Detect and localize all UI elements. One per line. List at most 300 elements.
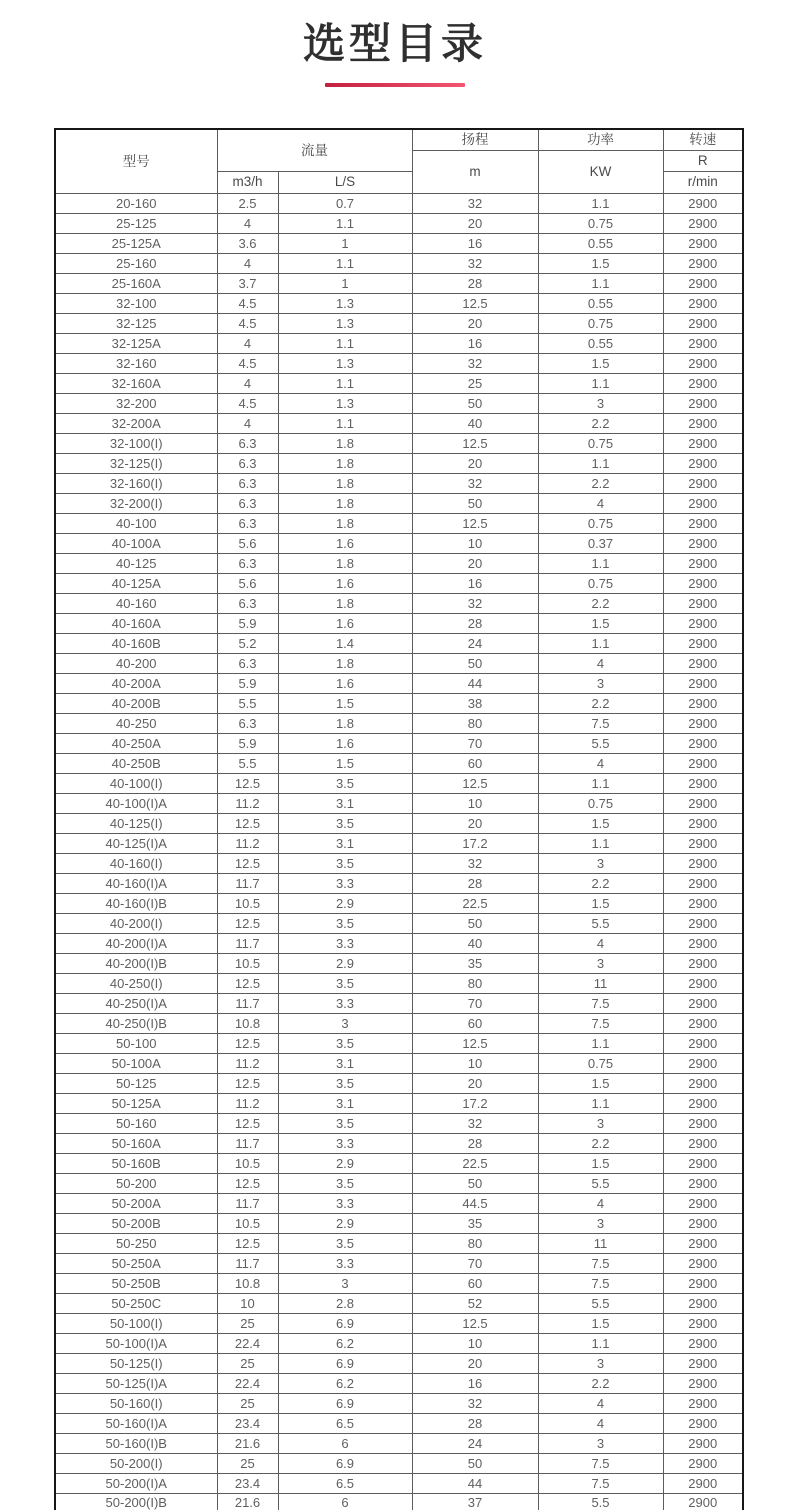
table-cell: 12.5 xyxy=(412,513,538,533)
table-cell: 2900 xyxy=(663,1273,743,1293)
table-cell: 3 xyxy=(538,1213,663,1233)
table-cell: 4 xyxy=(217,333,278,353)
table-row xyxy=(55,973,743,993)
table-cell: 11 xyxy=(538,1233,663,1253)
table-cell: 1.1 xyxy=(538,773,663,793)
table-cell: 1.4 xyxy=(278,633,412,653)
table-cell: 6.9 xyxy=(278,1453,412,1473)
table-cell: 2900 xyxy=(663,1173,743,1193)
table-cell: 10 xyxy=(412,533,538,553)
col-header-power-unit: KW xyxy=(538,150,663,193)
table-cell: 2900 xyxy=(663,1113,743,1133)
table-cell: 3.1 xyxy=(278,833,412,853)
table-cell: 4 xyxy=(538,753,663,773)
table-cell: 40-160(I) xyxy=(55,853,217,873)
table-cell: 40-250(I)A xyxy=(55,993,217,1013)
table-cell: 28 xyxy=(412,273,538,293)
table-cell: 4 xyxy=(538,493,663,513)
table-cell: 2900 xyxy=(663,533,743,553)
table-cell: 12.5 xyxy=(412,1313,538,1333)
table-cell: 38 xyxy=(412,693,538,713)
table-cell: 3 xyxy=(538,1113,663,1133)
table-cell: 32-125 xyxy=(55,313,217,333)
table-cell: 50-100(I) xyxy=(55,1313,217,1333)
table-cell: 4.5 xyxy=(217,313,278,333)
table-cell: 32 xyxy=(412,253,538,273)
table-cell: 2.2 xyxy=(538,473,663,493)
table-cell: 2900 xyxy=(663,293,743,313)
table-cell: 6.3 xyxy=(217,553,278,573)
table-cell: 50-125 xyxy=(55,1073,217,1093)
table-cell: 6.9 xyxy=(278,1393,412,1413)
table-row xyxy=(55,893,743,913)
table-row xyxy=(55,553,743,573)
table-cell: 22.4 xyxy=(217,1333,278,1353)
table-cell: 2900 xyxy=(663,593,743,613)
table-cell: 1.5 xyxy=(538,1153,663,1173)
table-row xyxy=(55,1353,743,1373)
table-cell: 60 xyxy=(412,1013,538,1033)
table-cell: 25-160 xyxy=(55,253,217,273)
table-row xyxy=(55,193,743,213)
table-cell: 50-200B xyxy=(55,1213,217,1233)
table-cell: 40-125(I) xyxy=(55,813,217,833)
table-cell: 1.5 xyxy=(538,613,663,633)
table-cell: 2900 xyxy=(663,1253,743,1273)
table-row xyxy=(55,1173,743,1193)
table-cell: 12.5 xyxy=(217,1113,278,1133)
table-cell: 4 xyxy=(538,653,663,673)
table-cell: 2900 xyxy=(663,713,743,733)
table-row xyxy=(55,293,743,313)
table-cell: 1.5 xyxy=(278,753,412,773)
title-underline-accent xyxy=(325,83,465,87)
table-cell: 0.55 xyxy=(538,233,663,253)
table-cell: 10.5 xyxy=(217,1213,278,1233)
table-cell: 50-250C xyxy=(55,1293,217,1313)
table-row xyxy=(55,253,743,273)
table-cell: 3.5 xyxy=(278,1233,412,1253)
table-cell: 50-160(I)B xyxy=(55,1433,217,1453)
table-cell: 2.2 xyxy=(538,693,663,713)
table-cell: 40-250(I) xyxy=(55,973,217,993)
table-header xyxy=(55,129,743,193)
table-cell: 50 xyxy=(412,913,538,933)
table-cell: 2900 xyxy=(663,693,743,713)
table-cell: 0.75 xyxy=(538,793,663,813)
table-cell: 16 xyxy=(412,233,538,253)
table-row xyxy=(55,1153,743,1173)
table-cell: 80 xyxy=(412,713,538,733)
table-cell: 50 xyxy=(412,1453,538,1473)
table-cell: 50-250B xyxy=(55,1273,217,1293)
table-row xyxy=(55,1113,743,1133)
table-row xyxy=(55,1073,743,1093)
table-cell: 11.7 xyxy=(217,993,278,1013)
table-cell: 37 xyxy=(412,1493,538,1510)
table-cell: 2900 xyxy=(663,473,743,493)
table-cell: 2900 xyxy=(663,913,743,933)
col-header-speed-r: R xyxy=(663,150,743,171)
table-row xyxy=(55,573,743,593)
table-row xyxy=(55,453,743,473)
table-cell: 11.7 xyxy=(217,1253,278,1273)
table-cell: 50-200 xyxy=(55,1173,217,1193)
table-cell: 2900 xyxy=(663,253,743,273)
table-cell: 1 xyxy=(278,273,412,293)
table-cell: 25-125 xyxy=(55,213,217,233)
table-cell: 25-160A xyxy=(55,273,217,293)
table-cell: 1.6 xyxy=(278,573,412,593)
table-cell: 11.7 xyxy=(217,873,278,893)
table-cell: 5.5 xyxy=(217,753,278,773)
table-cell: 1.1 xyxy=(538,633,663,653)
table-cell: 2.9 xyxy=(278,893,412,913)
table-cell: 2900 xyxy=(663,813,743,833)
table-cell: 1.1 xyxy=(538,833,663,853)
table-cell: 2900 xyxy=(663,193,743,213)
table-cell: 16 xyxy=(412,1373,538,1393)
table-cell: 50-160(I) xyxy=(55,1393,217,1413)
table-row xyxy=(55,613,743,633)
table-cell: 12.5 xyxy=(217,813,278,833)
table-row xyxy=(55,413,743,433)
table-cell: 40-200B xyxy=(55,693,217,713)
table-cell: 40-200(I)A xyxy=(55,933,217,953)
table-cell: 6.9 xyxy=(278,1353,412,1373)
table-cell: 3.3 xyxy=(278,993,412,1013)
table-cell: 2900 xyxy=(663,653,743,673)
table-cell: 40-160(I)A xyxy=(55,873,217,893)
table-cell: 32-160(I) xyxy=(55,473,217,493)
table-cell: 2900 xyxy=(663,1213,743,1233)
table-cell: 2900 xyxy=(663,333,743,353)
table-cell: 50 xyxy=(412,653,538,673)
table-cell: 11.7 xyxy=(217,1133,278,1153)
table-cell: 2.2 xyxy=(538,1373,663,1393)
table-row xyxy=(55,373,743,393)
table-cell: 5.5 xyxy=(538,1173,663,1193)
table-cell: 17.2 xyxy=(412,833,538,853)
table-cell: 40-250(I)B xyxy=(55,1013,217,1033)
table-cell: 44 xyxy=(412,673,538,693)
table-cell: 2.5 xyxy=(217,193,278,213)
table-cell: 40-200(I) xyxy=(55,913,217,933)
table-cell: 2.9 xyxy=(278,1153,412,1173)
table-row xyxy=(55,233,743,253)
table-cell: 5.5 xyxy=(538,1493,663,1510)
table-cell: 3 xyxy=(538,393,663,413)
table-cell: 3.5 xyxy=(278,973,412,993)
table-cell: 2900 xyxy=(663,1033,743,1053)
table-row xyxy=(55,1393,743,1413)
table-cell: 1.8 xyxy=(278,493,412,513)
table-row xyxy=(55,1253,743,1273)
table-cell: 1.1 xyxy=(278,213,412,233)
table-cell: 20 xyxy=(412,813,538,833)
table-cell: 2900 xyxy=(663,413,743,433)
table-cell: 2900 xyxy=(663,613,743,633)
table-cell: 2900 xyxy=(663,933,743,953)
table-cell: 1.6 xyxy=(278,733,412,753)
table-cell: 1.5 xyxy=(538,893,663,913)
table-cell: 2900 xyxy=(663,833,743,853)
table-cell: 12.5 xyxy=(412,1033,538,1053)
table-cell: 32-200 xyxy=(55,393,217,413)
table-cell: 50-125A xyxy=(55,1093,217,1113)
table-cell: 23.4 xyxy=(217,1413,278,1433)
table-cell: 50-160 xyxy=(55,1113,217,1133)
table-cell: 40 xyxy=(412,933,538,953)
table-cell: 2900 xyxy=(663,373,743,393)
table-cell: 5.9 xyxy=(217,613,278,633)
table-cell: 0.7 xyxy=(278,193,412,213)
table-cell: 3 xyxy=(538,953,663,973)
table-cell: 40-200 xyxy=(55,653,217,673)
table-row xyxy=(55,1293,743,1313)
table-cell: 16 xyxy=(412,573,538,593)
table-cell: 50-200(I)A xyxy=(55,1473,217,1493)
table-cell: 25 xyxy=(217,1313,278,1333)
table-cell: 5.5 xyxy=(538,1293,663,1313)
table-cell: 40-100(I)A xyxy=(55,793,217,813)
table-cell: 50 xyxy=(412,1173,538,1193)
table-cell: 20 xyxy=(412,1353,538,1373)
table-cell: 1.1 xyxy=(538,273,663,293)
table-row xyxy=(55,393,743,413)
table-cell: 6 xyxy=(278,1433,412,1453)
table-cell: 70 xyxy=(412,993,538,1013)
table-cell: 3.5 xyxy=(278,1173,412,1193)
table-cell: 3 xyxy=(278,1273,412,1293)
table-cell: 3 xyxy=(538,673,663,693)
table-cell: 10 xyxy=(412,793,538,813)
table-cell: 2900 xyxy=(663,633,743,653)
table-cell: 32 xyxy=(412,193,538,213)
table-cell: 40-200A xyxy=(55,673,217,693)
table-row xyxy=(55,693,743,713)
table-cell: 4 xyxy=(538,933,663,953)
table-cell: 25 xyxy=(217,1353,278,1373)
table-cell: 3 xyxy=(538,853,663,873)
table-cell: 12.5 xyxy=(412,433,538,453)
table-cell: 25 xyxy=(217,1393,278,1413)
table-cell: 44.5 xyxy=(412,1193,538,1213)
table-cell: 3.5 xyxy=(278,813,412,833)
col-header-flow-m3h: m3/h xyxy=(217,171,278,193)
table-cell: 10.8 xyxy=(217,1013,278,1033)
table-cell: 1.8 xyxy=(278,593,412,613)
table-cell: 5.2 xyxy=(217,633,278,653)
table-cell: 0.55 xyxy=(538,293,663,313)
table-cell: 2900 xyxy=(663,233,743,253)
table-cell: 32 xyxy=(412,853,538,873)
table-cell: 50 xyxy=(412,493,538,513)
table-cell: 4 xyxy=(538,1193,663,1213)
table-cell: 32-125A xyxy=(55,333,217,353)
table-cell: 24 xyxy=(412,633,538,653)
table-cell: 1.1 xyxy=(278,333,412,353)
table-cell: 3.5 xyxy=(278,1033,412,1053)
table-cell: 2900 xyxy=(663,493,743,513)
table-cell: 20 xyxy=(412,313,538,333)
table-row xyxy=(55,1233,743,1253)
table-cell: 11.2 xyxy=(217,833,278,853)
table-cell: 0.75 xyxy=(538,513,663,533)
table-cell: 1.6 xyxy=(278,673,412,693)
table-row xyxy=(55,313,743,333)
table-cell: 0.75 xyxy=(538,433,663,453)
table-cell: 1.1 xyxy=(538,1033,663,1053)
table-cell: 28 xyxy=(412,1413,538,1433)
table-cell: 32-200A xyxy=(55,413,217,433)
table-cell: 2900 xyxy=(663,993,743,1013)
table-cell: 1.8 xyxy=(278,553,412,573)
table-cell: 5.5 xyxy=(538,913,663,933)
table-row xyxy=(55,1093,743,1113)
table-cell: 1.5 xyxy=(538,1073,663,1093)
table-cell: 2900 xyxy=(663,1473,743,1493)
table-cell: 32 xyxy=(412,473,538,493)
table-cell: 12.5 xyxy=(217,853,278,873)
table-cell: 6.2 xyxy=(278,1373,412,1393)
table-cell: 3.3 xyxy=(278,933,412,953)
table-cell: 28 xyxy=(412,1133,538,1153)
table-row xyxy=(55,813,743,833)
table-cell: 5.5 xyxy=(538,733,663,753)
table-cell: 32 xyxy=(412,593,538,613)
table-row xyxy=(55,673,743,693)
table-row xyxy=(55,833,743,853)
table-cell: 7.5 xyxy=(538,1013,663,1033)
table-cell: 50 xyxy=(412,393,538,413)
table-cell: 40-100A xyxy=(55,533,217,553)
table-cell: 50-250A xyxy=(55,1253,217,1273)
table-cell: 22.5 xyxy=(412,893,538,913)
table-cell: 12.5 xyxy=(217,1073,278,1093)
table-cell: 32-100 xyxy=(55,293,217,313)
table-cell: 1.1 xyxy=(538,553,663,573)
table-cell: 2900 xyxy=(663,1353,743,1373)
table-cell: 7.5 xyxy=(538,1453,663,1473)
table-row xyxy=(55,473,743,493)
table-cell: 20 xyxy=(412,553,538,573)
table-cell: 2900 xyxy=(663,1393,743,1413)
table-cell: 3.5 xyxy=(278,913,412,933)
table-row xyxy=(55,733,743,753)
table-row xyxy=(55,933,743,953)
table-cell: 50-200A xyxy=(55,1193,217,1213)
table-cell: 28 xyxy=(412,613,538,633)
table-cell: 3.3 xyxy=(278,1193,412,1213)
table-cell: 25 xyxy=(217,1453,278,1473)
table-row xyxy=(55,873,743,893)
table-row xyxy=(55,1033,743,1053)
table-cell: 1.1 xyxy=(538,193,663,213)
table-cell: 32 xyxy=(412,1113,538,1133)
table-row xyxy=(55,633,743,653)
table-cell: 12.5 xyxy=(412,773,538,793)
table-cell: 40-250 xyxy=(55,713,217,733)
table-cell: 4 xyxy=(217,253,278,273)
table-row xyxy=(55,433,743,453)
table-cell: 2900 xyxy=(663,893,743,913)
table-cell: 2900 xyxy=(663,1153,743,1173)
table-row xyxy=(55,333,743,353)
table-row xyxy=(55,1193,743,1213)
table-row xyxy=(55,1313,743,1333)
table-cell: 3.3 xyxy=(278,1133,412,1153)
table-row xyxy=(55,273,743,293)
table-cell: 80 xyxy=(412,1233,538,1253)
table-cell: 2900 xyxy=(663,793,743,813)
table-cell: 1.1 xyxy=(538,1333,663,1353)
table-cell: 2900 xyxy=(663,1133,743,1153)
table-row xyxy=(55,1373,743,1393)
table-cell: 2.2 xyxy=(538,873,663,893)
page-title: 选型目录 xyxy=(302,20,487,67)
table-cell: 5.9 xyxy=(217,673,278,693)
table-cell: 6.3 xyxy=(217,513,278,533)
table-row xyxy=(55,533,743,553)
table-cell: 6.3 xyxy=(217,473,278,493)
table-cell: 3.5 xyxy=(278,853,412,873)
table-cell: 50-160B xyxy=(55,1153,217,1173)
table-row xyxy=(55,1053,743,1073)
table-cell: 7.5 xyxy=(538,1473,663,1493)
table-cell: 11.7 xyxy=(217,933,278,953)
table-cell: 2900 xyxy=(663,773,743,793)
table-cell: 40 xyxy=(412,413,538,433)
table-cell: 1.5 xyxy=(538,353,663,373)
table-cell: 2.9 xyxy=(278,1213,412,1233)
table-cell: 1.1 xyxy=(278,413,412,433)
table-row xyxy=(55,1333,743,1353)
table-cell: 2900 xyxy=(663,273,743,293)
table-cell: 4 xyxy=(217,213,278,233)
table-cell: 3.3 xyxy=(278,1253,412,1273)
table-cell: 2900 xyxy=(663,853,743,873)
table-cell: 1.1 xyxy=(538,1093,663,1113)
table-cell: 2900 xyxy=(663,353,743,373)
table-cell: 1.8 xyxy=(278,513,412,533)
table-cell: 50-200(I)B xyxy=(55,1493,217,1510)
table-cell: 12.5 xyxy=(217,1033,278,1053)
table-cell: 3.1 xyxy=(278,1093,412,1113)
table-cell: 21.6 xyxy=(217,1493,278,1510)
table-cell: 2900 xyxy=(663,1333,743,1353)
table-cell: 2900 xyxy=(663,1093,743,1113)
table-cell: 2900 xyxy=(663,1233,743,1253)
table-cell: 23.4 xyxy=(217,1473,278,1493)
table-cell: 20 xyxy=(412,453,538,473)
table-cell: 0.75 xyxy=(538,313,663,333)
table-cell: 70 xyxy=(412,733,538,753)
table-row xyxy=(55,713,743,733)
table-cell: 4 xyxy=(538,1413,663,1433)
table-cell: 50-100(I)A xyxy=(55,1333,217,1353)
table-cell: 0.75 xyxy=(538,213,663,233)
table-cell: 12.5 xyxy=(217,773,278,793)
table-row xyxy=(55,593,743,613)
col-header-head: 扬程 xyxy=(412,129,538,150)
table-row xyxy=(55,1273,743,1293)
table-cell: 2.8 xyxy=(278,1293,412,1313)
table-cell: 22.5 xyxy=(412,1153,538,1173)
table-cell: 3.5 xyxy=(278,773,412,793)
table-cell: 7.5 xyxy=(538,713,663,733)
table-cell: 40-160B xyxy=(55,633,217,653)
